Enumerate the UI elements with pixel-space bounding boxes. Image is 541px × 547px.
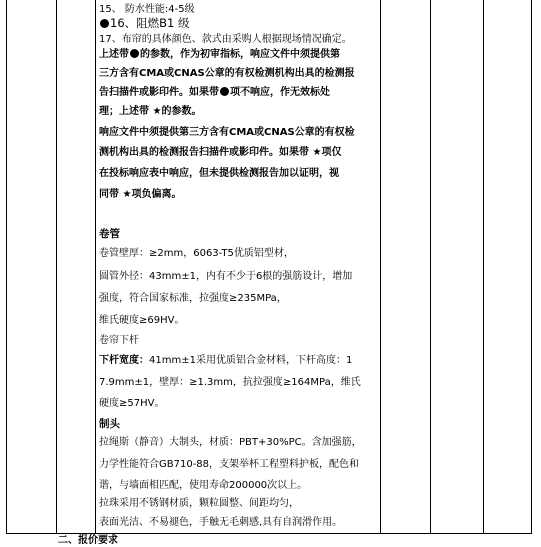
spec-line: 圆管外径：43mm±1，内有不少于6根的强筋设计，增加	[99, 271, 353, 282]
spec-line: 强度，符合国家标准，拉强度≥235MPa，	[99, 293, 287, 304]
spec-line: 卷管壁厚：≥2mm，6063-T5优质铝型材，	[99, 248, 294, 259]
spec-line: 三方含有CMA或CNAS公章的有权检测机构出具的检测报	[99, 68, 355, 79]
table-border-right	[531, 0, 532, 534]
section-heading-bottom-rail: 卷帘下杆	[99, 335, 139, 346]
table-column-divider	[380, 0, 381, 534]
spec-line-color: 17、布帘的具体颜色、款式由采购人根据现场情况确定。	[99, 34, 352, 45]
table-column-divider	[483, 0, 484, 534]
spec-line-initial-review: 上述带 的参数，作为初审指标，响应文件中须提供第	[99, 49, 340, 60]
spec-line: 硬度≥57HV。	[99, 398, 165, 409]
spec-line: 理；上述带 ★的参数。	[99, 106, 202, 117]
spec-line: 拉绳斯（静音）大制头，材质：PBT+30%PC。含加强筋，	[99, 437, 362, 448]
section-footer-heading: 二、报价要求	[58, 535, 118, 546]
spec-line: 表面光洁、不易褪色，手触无毛刺感,具有自润滑作用。	[99, 517, 343, 528]
table-column-divider	[95, 0, 96, 534]
table-bottom-border	[6, 533, 532, 534]
spec-line: 力学性能符合GB710-88，支架举杯工程塑料护板，配色和	[99, 459, 360, 470]
spec-line: 维氏硬度≥69HV。	[99, 315, 185, 326]
spec-line-waterproof: 15、 防水性能:4-5级	[99, 4, 195, 15]
section-heading-control-head: 制头	[99, 418, 120, 430]
table-border-left	[6, 0, 7, 534]
spec-line: 响应文件中须提供第三方含有CMA或CNAS公章的有权检	[99, 127, 355, 138]
spec-line: 同带 ★项负偏离。	[99, 189, 182, 200]
table-column-divider	[56, 0, 57, 534]
bullet-dot-icon	[100, 19, 109, 28]
spec-line: 谐，与墙面相匹配，使用寿命200000次以上。	[99, 480, 308, 491]
spec-line-fire-retardant: 16、阻燃B1 级	[99, 17, 190, 29]
table-column-divider	[430, 0, 431, 534]
spec-line: 在投标响应表中响应，但未提供检测报告加以证明，视	[99, 168, 339, 179]
bullet-dot-icon	[130, 49, 139, 58]
spec-line: 拉珠采用不锈钢材质，颗粒圆整、间距均匀，	[99, 498, 299, 509]
bullet-dot-icon	[220, 87, 229, 96]
spec-line: 7.9mm±1，壁厚：≥1.3mm，抗拉强度≥164MPa，维氏	[99, 377, 361, 388]
section-heading-roller-tube: 卷管	[99, 228, 120, 240]
spec-line: 下杆宽度：41mm±1采用优质铝合金材料，下杆高度：1	[99, 355, 353, 366]
spec-line: 告扫描件或影印件。如果带 项不响应，作无效标处	[99, 87, 330, 98]
spec-line: 测机构出具的检测报告扫描件或影印件。如果带 ★项仅	[99, 147, 342, 158]
